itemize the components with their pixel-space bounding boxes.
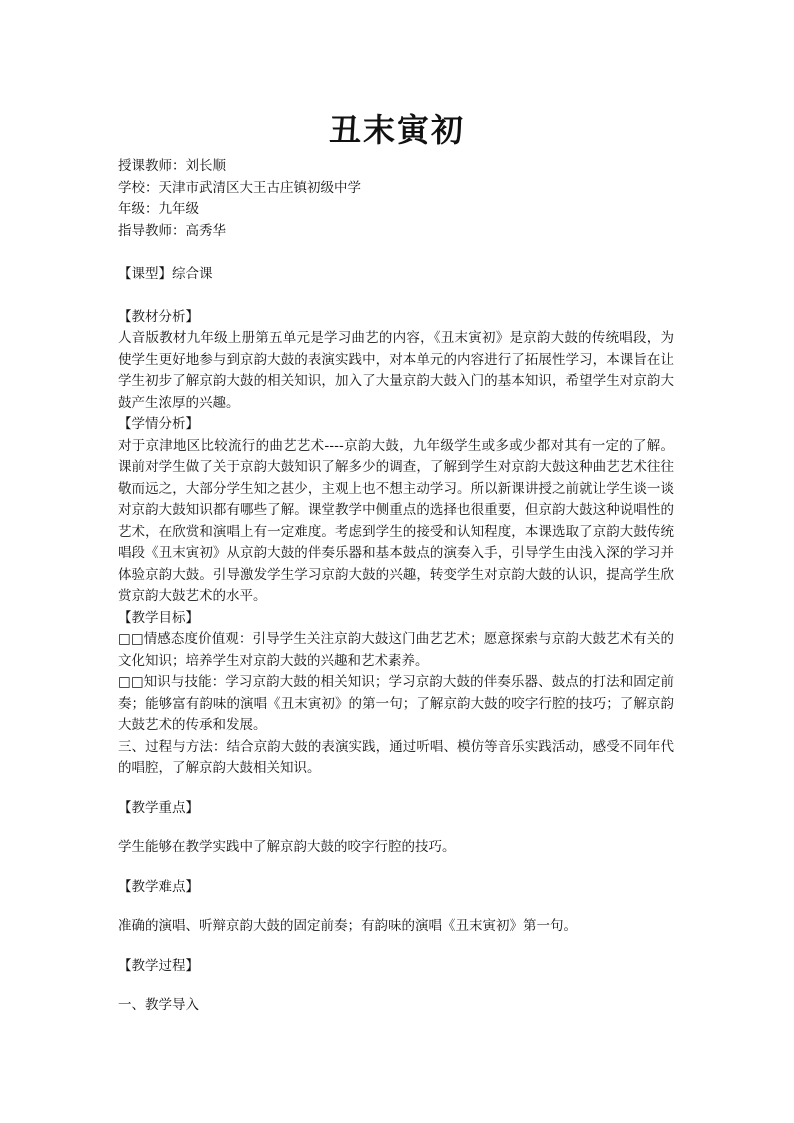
process-step-1: 一、教学导入 — [118, 997, 199, 1013]
advisor-line: 指导教师：高秀华 — [118, 222, 226, 239]
student-analysis-text: 对于京津地区比较流行的曲艺艺术----京韵大鼓，九年级学生或多或少都对其有一定的了解。课前对学生做了关于京韵大鼓知识了解多少的调查，了解到学生对京韵大鼓这种曲艺艺术往往敬而远之，大部分学生知之甚少，主观上也不想主动学习。所以新课讲授之前就让学生谈一谈对京韵大鼓知识都有哪些了解。课堂教学中侧重点的选择也很重要，但京韵大鼓这种说唱性的艺术，在欣赏和演唱上有一定难度。考虑到学生的接受和认知程度，本课选取了京韵大鼓传统唱段《丑末寅初》从京韵大鼓的伴奏乐器和基本鼓点的演奏入手，引导学生由浅入深的学习并体验京韵大鼓。引导激发学生学习京韵大鼓的兴趣，转变学生对京韵大鼓的认识，提高学生欣赏京韵大鼓艺术的水平。 — [118, 437, 674, 604]
course-type: 【课型】综合课 — [118, 265, 213, 282]
goal-item-2: □□知识与技能：学习京韵大鼓的相关知识；学习京韵大鼓的伴奏乐器、鼓点的打法和固定前奏；能够富有韵味的演唱《丑末寅初》的第一句；了解京韵大鼓的咬字行腔的技巧；了解京韵大鼓艺术的传承和发展。 — [118, 674, 674, 733]
difficulty-text: 准确的演唱、听辩京韵大鼓的固定前奏；有韵味的演唱《丑末寅初》第一句。 — [118, 918, 577, 934]
grade-line: 年级：九年级 — [118, 201, 199, 217]
key-point-text: 学生能够在教学实践中了解京韵大鼓的咬字行腔的技巧。 — [118, 839, 456, 855]
process-heading: 【教学过程】 — [118, 957, 199, 974]
difficulty-heading: 【教学难点】 — [118, 878, 199, 895]
document-body — [118, 156, 674, 1017]
material-analysis-heading: 【教材分析】 — [118, 308, 199, 325]
teacher-line: 授课教师：刘长顺 — [118, 158, 226, 174]
goals-heading: 【教学目标】 — [118, 609, 199, 626]
goal-item-3: 三、过程与方法：结合京韵大鼓的表演实践，通过听唱、模仿等音乐实践活动，感受不同年代的唱腔，了解京韵大鼓相关知识。 — [118, 738, 674, 776]
key-point-heading: 【教学重点】 — [118, 799, 199, 816]
goal-item-1: □□情感态度价值观：引导学生关注京韵大鼓这门曲艺艺术；愿意探索与京韵大鼓艺术有关的文化知识；培养学生对京韵大鼓的兴趣和艺术素养。 — [118, 631, 674, 669]
document-title: 丑末寅初 — [328, 111, 465, 149]
school-line: 学校：天津市武清区大王古庄镇初级中学 — [118, 179, 361, 196]
material-analysis-text: 人音版教材九年级上册第五单元是学习曲艺的内容，《丑末寅初》是京韵大鼓的传统唱段，为使学生更好地参与到京韵大鼓的表演实践中，对本单元的内容进行了拓展性学习，本课旨在让学生初步了解京韵大鼓的相关知识，加入了大量京韵大鼓入门的基本知识，希望学生对京韵大鼓产生浓厚的兴趣。 — [118, 330, 674, 411]
student-analysis-heading: 【学情分析】 — [118, 416, 199, 432]
